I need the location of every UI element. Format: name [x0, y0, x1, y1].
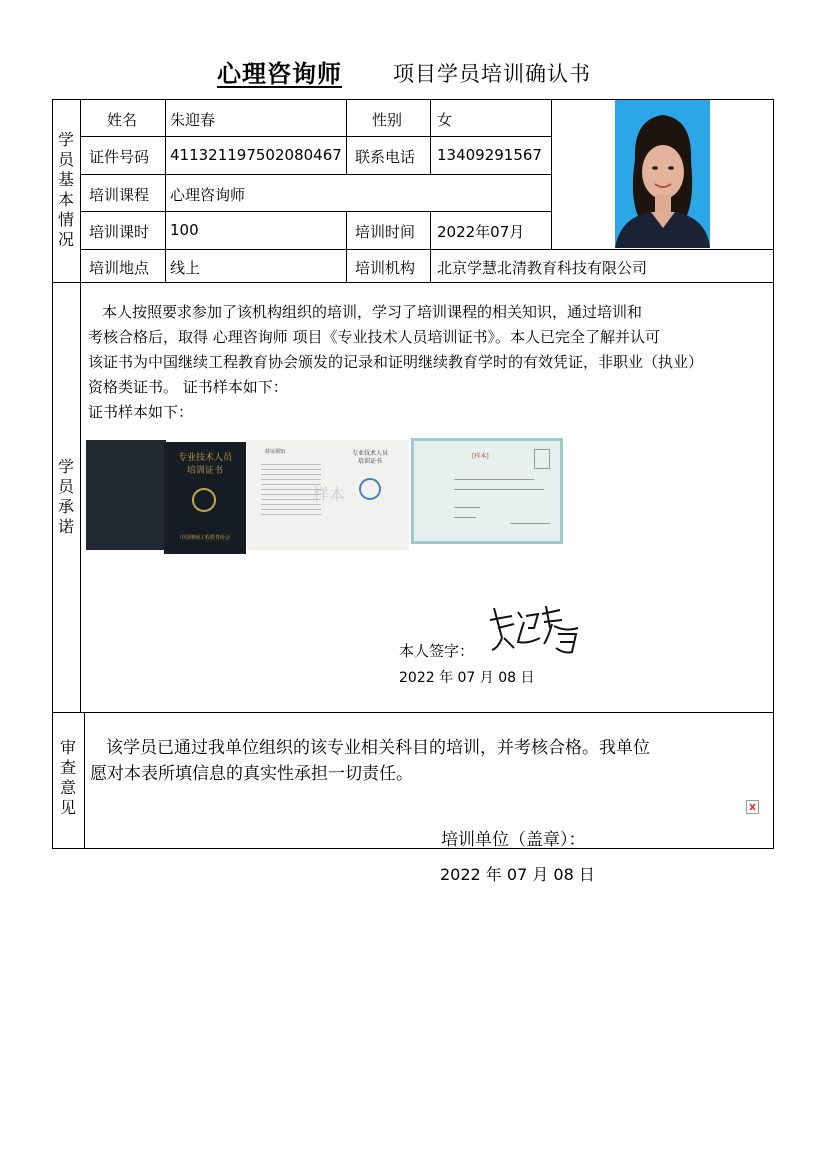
cover-title-2: 培训证书 [186, 466, 223, 476]
missing-seal-image-icon [746, 800, 759, 814]
watermark: 样本 [313, 485, 346, 504]
document-title: 项目学员培训确认书 [393, 62, 591, 86]
org-label: 培训机构 [355, 259, 416, 277]
id-label: 证件号码 [89, 148, 150, 166]
certificate-sample-page [411, 438, 563, 544]
place-label: 培训地点 [89, 259, 150, 277]
sample-tag: [样本] [472, 453, 489, 460]
course-label: 培训课程 [89, 186, 150, 204]
id-value: 411321197502080467 [170, 146, 342, 164]
name-value: 朱迎春 [170, 111, 216, 129]
phone-value: 13409291567 [437, 146, 542, 164]
phone-label: 联系电话 [355, 148, 416, 166]
inner-notice: 持证须知 [265, 449, 286, 455]
review-line-1: 该学员已通过我单位组织的该专业相关科目的培训，并考核合格。我单位 [106, 738, 650, 758]
promise-line-4: 资格类证书。 证书样本如下： [88, 378, 288, 396]
seal-label: 培训单位（盖章）： [441, 830, 586, 850]
promise-line-5: 证书样本如下： [88, 403, 194, 421]
document-title-course: 心理咨询师 [217, 60, 342, 88]
review-date: 2022 年 07 月 08 日 [440, 865, 595, 884]
section-label-promise: 学员承诺 [57, 457, 74, 536]
place-value: 线上 [170, 259, 201, 277]
certificate-inner-left [247, 440, 409, 550]
certificate-cover-front [164, 442, 246, 554]
promise-line-2: 考核合格后，取得 心理咨询师 项目《专业技术人员培训证书》。本人已完全了解并认可 [88, 328, 661, 346]
cover-emblem-icon [192, 488, 216, 512]
promise-line-1: 本人按照要求参加了该机构组织的培训，学习了培训课程的相关知识，通过培训和 [102, 303, 643, 321]
review-line-2: 愿对本表所填信息的真实性承担一切责任。 [90, 764, 413, 784]
inner-title-1: 专业技术人员 [351, 450, 388, 457]
org-value: 北京学慧北清教育科技有限公司 [437, 259, 648, 277]
inner-emblem-icon [359, 478, 381, 500]
cover-title-1: 专业技术人员 [177, 453, 232, 463]
gender-label: 性别 [372, 111, 403, 129]
applicant-photo [615, 100, 710, 248]
hours-value: 100 [170, 221, 199, 239]
signature-date: 2022 年 07 月 08 日 [399, 670, 535, 686]
section-label-basic: 学员基本情况 [57, 130, 74, 249]
time-label: 培训时间 [355, 223, 416, 241]
cover-issuer: 中国继续工程教育协会 [179, 535, 230, 541]
course-value: 心理咨询师 [170, 186, 246, 204]
section-label-review: 审查意见 [59, 738, 76, 817]
time-value: 2022年07月 [437, 223, 525, 241]
signature-label: 本人签字： [399, 642, 475, 660]
inner-title-2: 培训证书 [357, 458, 382, 465]
gender-value: 女 [437, 111, 453, 129]
name-label: 姓名 [107, 111, 138, 129]
hours-label: 培训课时 [89, 223, 150, 241]
certificate-cover-back [86, 440, 166, 550]
handwritten-signature [488, 598, 588, 660]
promise-line-3: 该证书为中国继续工程教育协会颁发的记录和证明继续教育学时的有效凭证，非职业（执业） [88, 353, 704, 371]
